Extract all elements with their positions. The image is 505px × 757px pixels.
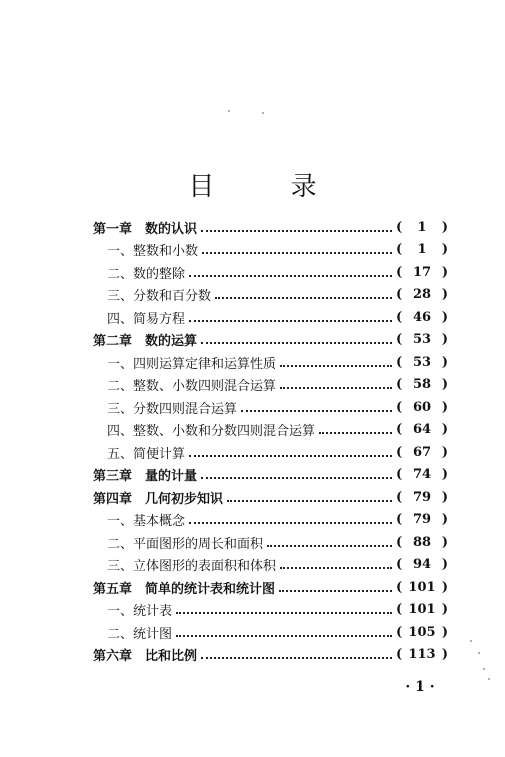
close-paren: ) [441, 287, 448, 303]
open-paren: ( [396, 242, 403, 258]
toc-page-number: 105 [408, 624, 436, 640]
toc-entry-label: 三、分数四则混合运算 [107, 401, 238, 417]
scan-speck [228, 110, 230, 112]
close-paren: ) [441, 219, 448, 235]
toc-page-number: 88 [412, 534, 432, 550]
toc-section-row [93, 396, 448, 419]
close-paren: ) [441, 512, 448, 528]
toc-page-ref [396, 265, 448, 280]
toc-section-row [93, 306, 448, 329]
open-paren: ( [396, 647, 403, 663]
scan-speck [262, 112, 264, 114]
open-paren: ( [396, 287, 403, 303]
open-paren: ( [396, 534, 403, 550]
toc-entry-label: 第三章 量的计量 [93, 469, 198, 485]
close-paren: ) [441, 399, 448, 415]
toc-page-number: 79 [412, 489, 432, 505]
open-paren: ( [396, 557, 403, 573]
toc-page-number: 113 [408, 647, 436, 663]
close-paren: ) [441, 602, 448, 618]
toc-chapter-row [93, 576, 448, 599]
dot-leader [319, 419, 392, 434]
toc-page-ref [396, 377, 448, 392]
close-paren: ) [441, 377, 448, 393]
dot-leader [241, 397, 392, 412]
close-paren: ) [441, 422, 448, 438]
open-paren: ( [396, 219, 403, 235]
toc-section-row [93, 351, 448, 374]
open-paren: ( [396, 602, 403, 618]
close-paren: ) [441, 557, 448, 573]
toc-entry-label: 四、整数、小数和分数四则混合运算 [107, 424, 316, 440]
toc-page-ref [396, 220, 448, 235]
toc-entry-label: 一、统计表 [107, 604, 173, 620]
open-paren: ( [396, 422, 403, 438]
close-paren: ) [441, 534, 448, 550]
toc-page-ref [396, 625, 448, 640]
toc-entry-label: 二、统计图 [107, 626, 173, 642]
close-paren: ) [441, 624, 448, 640]
close-paren: ) [441, 489, 448, 505]
open-paren: ( [396, 512, 403, 528]
toc-page-number: 101 [408, 579, 436, 595]
dot-leader [201, 329, 392, 344]
toc-section-row [93, 374, 448, 397]
toc-chapter-row [93, 329, 448, 352]
toc-section-row [93, 621, 448, 644]
toc-section-row [93, 509, 448, 532]
toc-page-number: 58 [412, 377, 432, 393]
toc-page-ref [396, 332, 448, 347]
close-paren: ) [441, 647, 448, 663]
open-paren: ( [396, 377, 403, 393]
open-paren: ( [396, 264, 403, 280]
toc-chapter-row [93, 486, 448, 509]
toc-page-number: 74 [412, 467, 432, 483]
toc-page-ref [396, 512, 448, 527]
scan-speck [478, 652, 480, 654]
dot-leader [201, 644, 392, 659]
dot-leader [189, 307, 392, 322]
scan-speck [470, 640, 472, 642]
dot-leader [267, 532, 392, 547]
toc-entry-label: 一、整数和小数 [107, 244, 199, 260]
toc-page-ref [396, 535, 448, 550]
dot-leader [176, 599, 392, 614]
close-paren: ) [441, 444, 448, 460]
scan-speck [488, 678, 490, 680]
toc-chapter-row [93, 464, 448, 487]
dot-leader [176, 622, 392, 637]
toc-section-row [93, 554, 448, 577]
toc-page-ref [396, 400, 448, 415]
toc-page-ref [396, 647, 448, 662]
toc-page-ref [396, 602, 448, 617]
toc-section-row [93, 261, 448, 284]
toc-entry-label: 二、平面图形的周长和面积 [107, 536, 264, 552]
toc-section-row [93, 419, 448, 442]
toc-page-number: 94 [412, 557, 432, 573]
toc-section-row [93, 531, 448, 554]
table-of-contents [93, 216, 448, 666]
page-number: · 1 · [405, 679, 435, 695]
toc-page-ref [396, 310, 448, 325]
open-paren: ( [396, 309, 403, 325]
toc-page-ref [396, 242, 448, 257]
toc-page-ref [396, 355, 448, 370]
open-paren: ( [396, 354, 403, 370]
dot-leader [279, 577, 392, 592]
close-paren: ) [441, 467, 448, 483]
dot-leader [201, 464, 392, 479]
toc-page-ref [396, 467, 448, 482]
dot-leader [189, 262, 392, 277]
dot-leader [202, 239, 392, 254]
dot-leader [189, 509, 392, 524]
dot-leader [280, 374, 392, 389]
open-paren: ( [396, 624, 403, 640]
close-paren: ) [441, 579, 448, 595]
toc-page-number: 17 [412, 264, 432, 280]
toc-section-row [93, 284, 448, 307]
page-title: 目 录 [188, 172, 351, 202]
toc-entry-label: 三、分数和百分数 [107, 289, 212, 305]
toc-entry-label: 二、整数、小数四则混合运算 [107, 379, 277, 395]
toc-section-row [93, 239, 448, 262]
dot-leader [201, 217, 392, 232]
toc-page-number: 53 [412, 332, 432, 348]
toc-section-row [93, 441, 448, 464]
toc-entry-label: 一、四则运算定律和运算性质 [107, 356, 277, 372]
toc-entry-label: 五、简便计算 [107, 446, 186, 462]
toc-entry-label: 一、基本概念 [107, 514, 186, 530]
toc-page-ref [396, 557, 448, 572]
toc-page-ref [396, 287, 448, 302]
toc-entry-label: 第六章 比和比例 [93, 649, 198, 665]
open-paren: ( [396, 579, 403, 595]
close-paren: ) [441, 332, 448, 348]
open-paren: ( [396, 332, 403, 348]
toc-entry-label: 第四章 几何初步知识 [93, 491, 224, 507]
toc-page-number: 46 [412, 309, 432, 325]
toc-page-number: 67 [412, 444, 432, 460]
toc-page-number: 79 [412, 512, 432, 528]
toc-entry-label: 第二章 数的运算 [93, 334, 198, 350]
open-paren: ( [396, 444, 403, 460]
toc-chapter-row [93, 644, 448, 667]
toc-entry-label: 三、立体图形的表面积和体积 [107, 559, 277, 575]
toc-page-ref [396, 490, 448, 505]
toc-entry-label: 第一章 数的认识 [93, 221, 198, 237]
toc-chapter-row [93, 216, 448, 239]
dot-leader [280, 554, 392, 569]
toc-page-number: 28 [412, 287, 432, 303]
dot-leader [189, 442, 392, 457]
close-paren: ) [441, 354, 448, 370]
close-paren: ) [441, 309, 448, 325]
toc-page-number: 64 [412, 422, 432, 438]
open-paren: ( [396, 489, 403, 505]
scan-speck [483, 668, 485, 670]
toc-page-number: 1 [417, 219, 427, 235]
toc-page-number: 101 [408, 602, 436, 618]
close-paren: ) [441, 264, 448, 280]
toc-section-row [93, 599, 448, 622]
toc-page-number: 60 [412, 399, 432, 415]
toc-page-ref [396, 445, 448, 460]
toc-entry-label: 二、数的整除 [107, 266, 186, 282]
dot-leader [215, 284, 392, 299]
toc-entry-label: 四、简易方程 [107, 311, 186, 327]
toc-page-number: 1 [417, 242, 427, 258]
dot-leader [280, 352, 392, 367]
toc-page-ref [396, 580, 448, 595]
close-paren: ) [441, 242, 448, 258]
toc-page-ref [396, 422, 448, 437]
dot-leader [227, 487, 392, 502]
open-paren: ( [396, 467, 403, 483]
toc-entry-label: 第五章 简单的统计表和统计图 [93, 581, 276, 597]
toc-page-number: 53 [412, 354, 432, 370]
open-paren: ( [396, 399, 403, 415]
